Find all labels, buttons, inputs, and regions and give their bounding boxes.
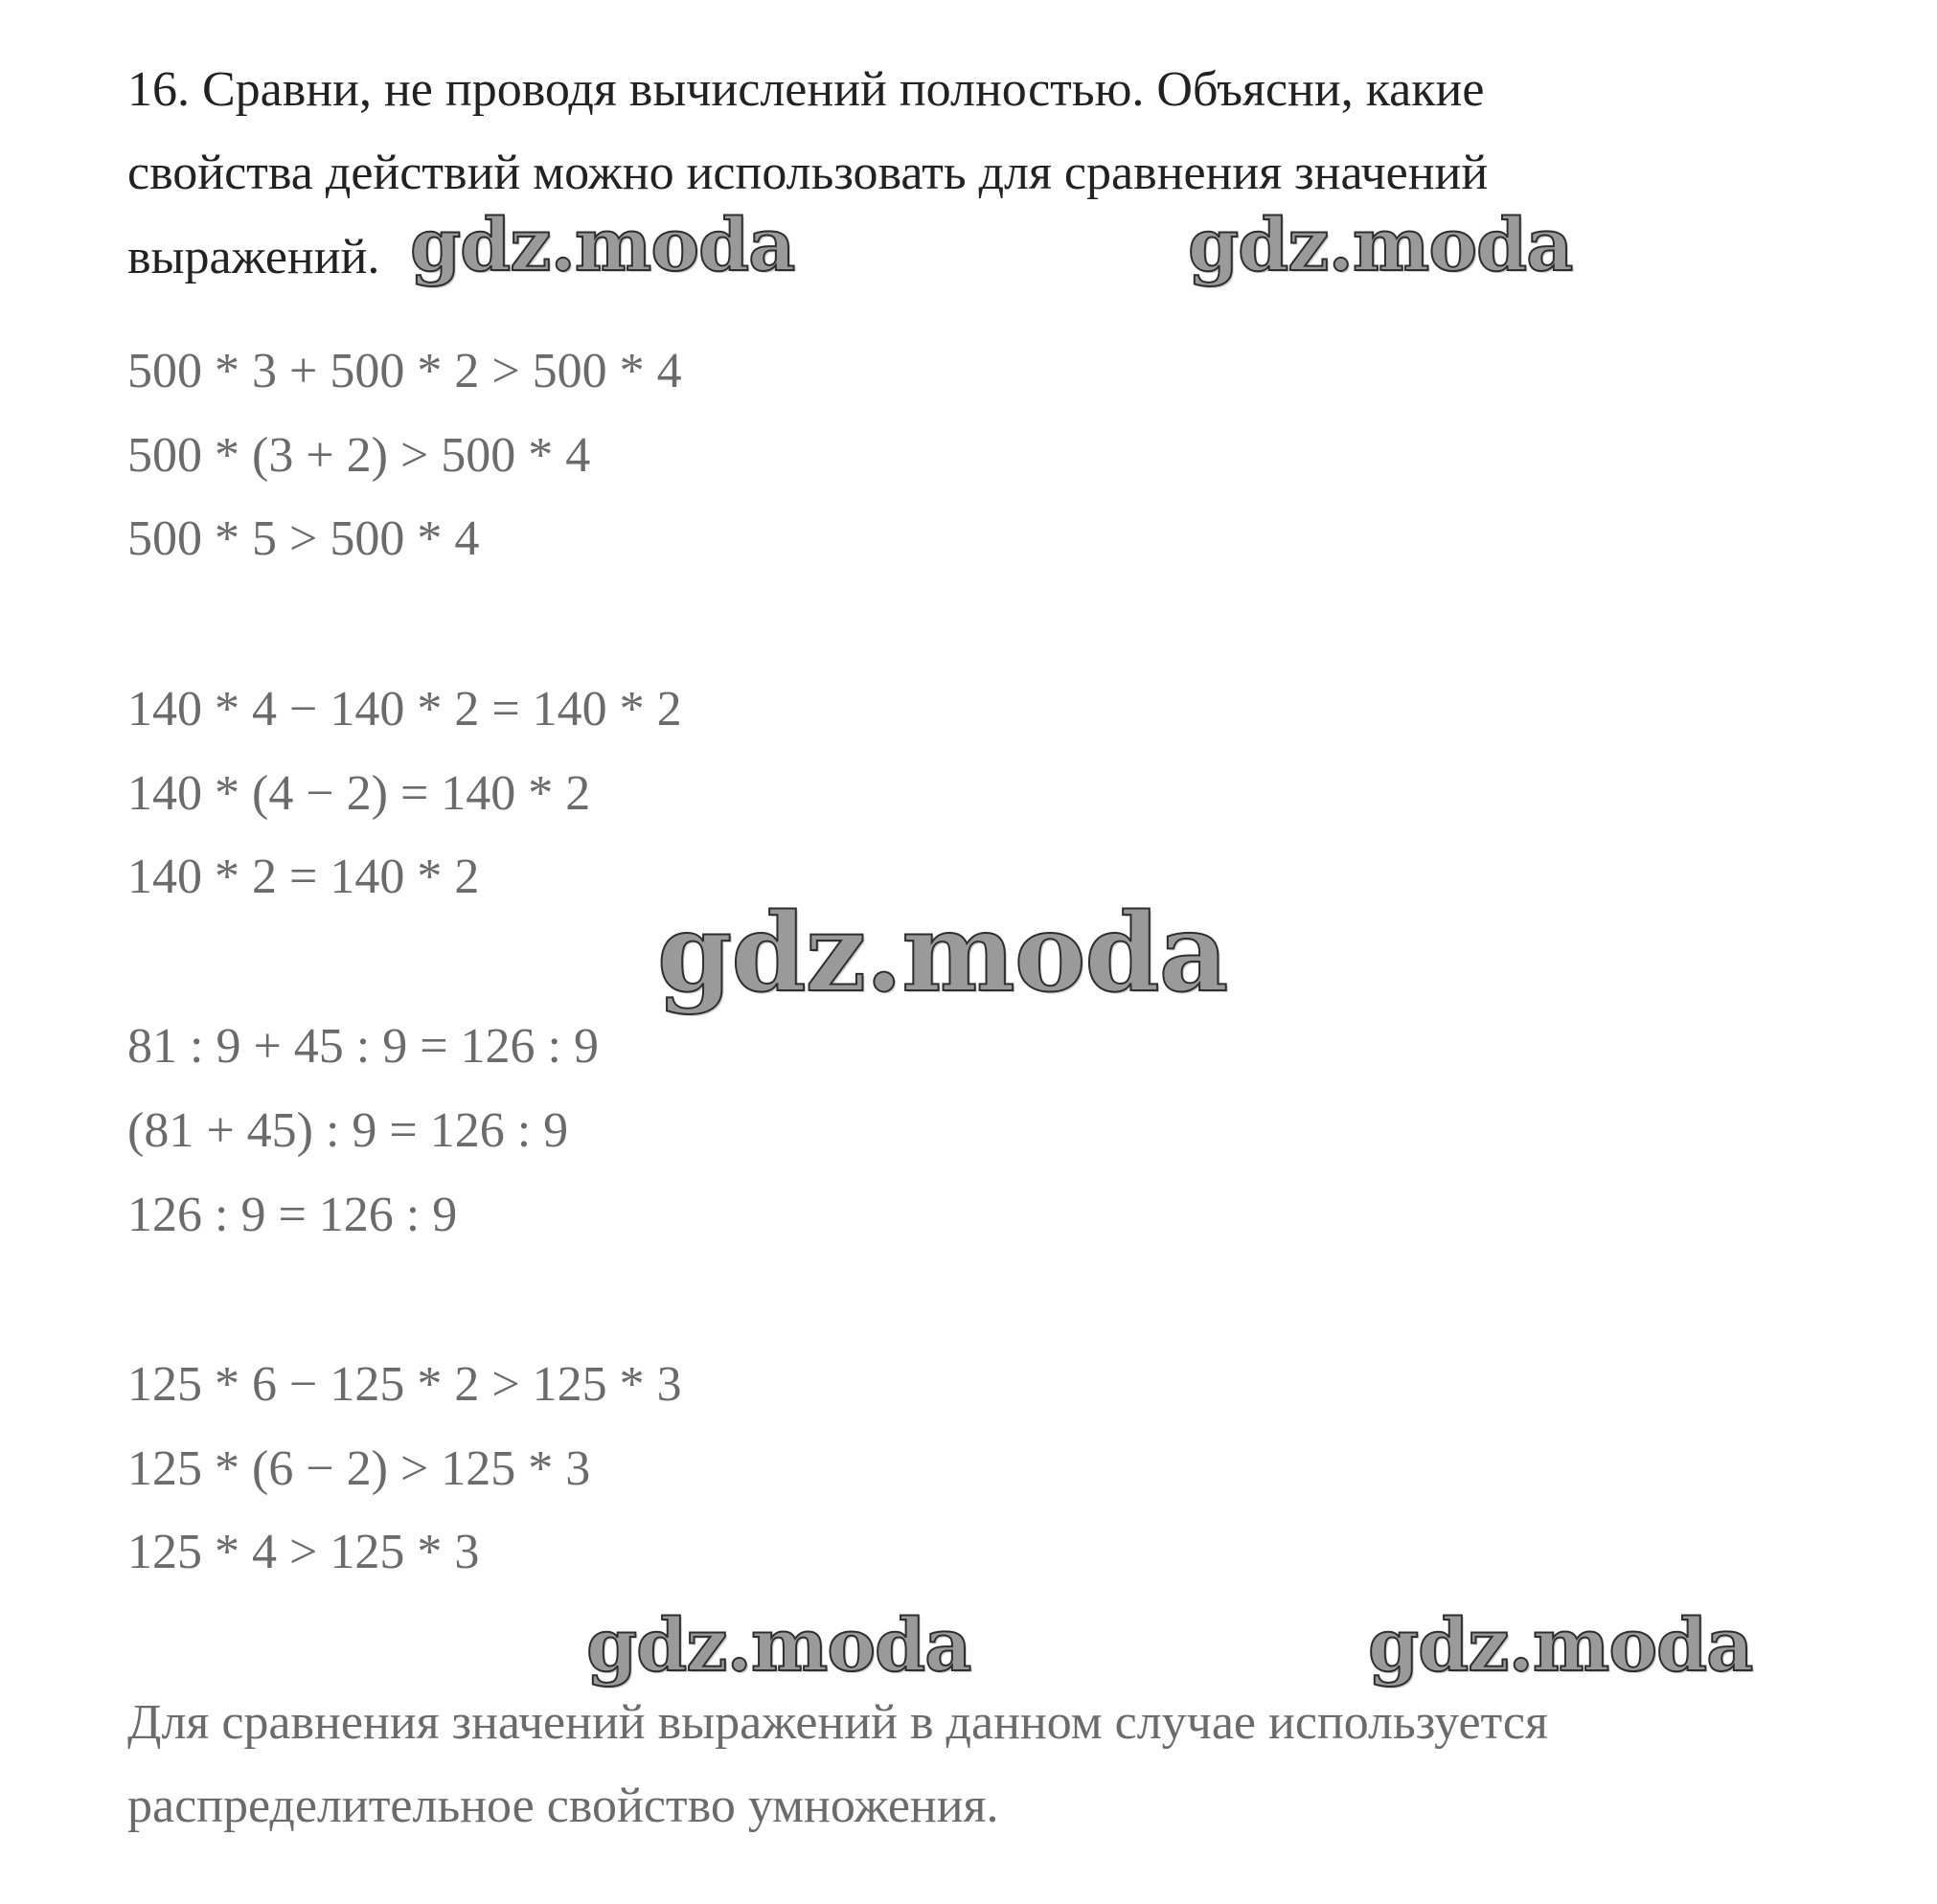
equation-line: (81 + 45) : 9 = 126 : 9 (127, 1103, 569, 1158)
equation-line: 140 * 4 − 140 * 2 = 140 * 2 (127, 682, 682, 737)
task-line-3: выражений. (127, 230, 380, 284)
equation-line: 140 * 2 = 140 * 2 (127, 850, 480, 904)
equation-line: 125 * 4 > 125 * 3 (127, 1525, 480, 1579)
equation-line: 500 * 3 + 500 * 2 > 500 * 4 (127, 344, 682, 398)
equation-line: 125 * 6 − 125 * 2 > 125 * 3 (127, 1357, 682, 1412)
equation-line: 140 * (4 − 2) = 140 * 2 (127, 766, 591, 821)
watermark: gdz.moda (657, 891, 1228, 1016)
watermark: gdz.moda (1368, 1602, 1753, 1688)
equation-line: 500 * (3 + 2) > 500 * 4 (127, 428, 591, 483)
watermark: gdz.moda (1188, 202, 1573, 287)
equation-line: 126 : 9 = 126 : 9 (127, 1188, 458, 1242)
conclusion-line-1: Для сравнения значений выражений в данном случае используется (127, 1695, 1548, 1750)
equation-line: 500 * 5 > 500 * 4 (127, 511, 480, 566)
watermark: gdz.moda (410, 202, 795, 287)
conclusion-line-2: распределительное свойство умножения. (127, 1779, 999, 1833)
equation-line: 125 * (6 − 2) > 125 * 3 (127, 1441, 591, 1496)
equation-line: 81 : 9 + 45 : 9 = 126 : 9 (127, 1019, 599, 1074)
task-line-1: 16. Сравни, не проводя вычислений полностью. Объясни, какие (127, 62, 1485, 117)
task-line-2: свойства действий можно использовать для сравнения значений (127, 146, 1489, 200)
watermark: gdz.moda (586, 1602, 971, 1688)
